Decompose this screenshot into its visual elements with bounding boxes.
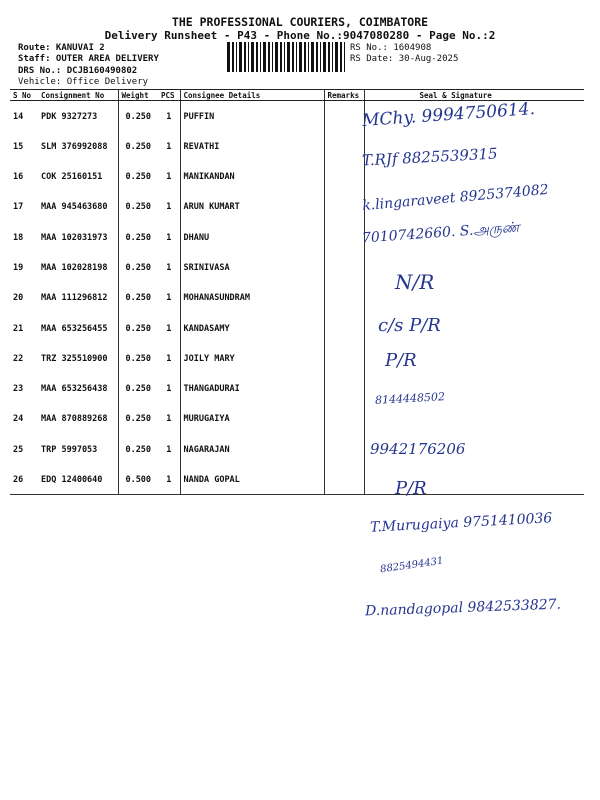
barcode-bar xyxy=(311,42,314,72)
consignment-cell: MAA 870889268 xyxy=(38,403,118,433)
remarks-cell xyxy=(324,222,364,252)
pcs-cell: 1 xyxy=(158,403,180,433)
weight-cell: 0.250 xyxy=(125,414,152,425)
table-row xyxy=(10,434,584,464)
handwritten-signature: P/R xyxy=(385,350,417,371)
table-header-row xyxy=(10,90,584,101)
consignee-cell: ARUN KUMART xyxy=(180,191,324,221)
sno-cell: 19 xyxy=(13,262,24,273)
col-sno: S No xyxy=(10,90,38,101)
handwritten-signature: k.lingaraveet 8925374082 xyxy=(361,181,550,215)
barcode-bar xyxy=(263,42,266,72)
weight-cell: 0.250 xyxy=(125,232,152,243)
weight-cell: 0.250 xyxy=(125,353,152,364)
consignment-cell: MAA 945463680 xyxy=(38,191,118,221)
barcode-bar xyxy=(236,42,237,72)
sno-cell: 23 xyxy=(13,384,24,395)
barcode-bar xyxy=(251,42,254,72)
handwritten-signature: P/R xyxy=(395,478,427,499)
pcs-cell: 1 xyxy=(158,434,180,464)
pcs-cell: 1 xyxy=(158,343,180,373)
consignment-cell: EDQ 12400640 xyxy=(38,464,118,494)
consignment-cell: MAA 653256438 xyxy=(38,373,118,403)
table-row xyxy=(10,282,584,312)
pcs-cell: 1 xyxy=(158,464,180,494)
consignee-cell: JOILY MARY xyxy=(180,343,324,373)
barcode-bar xyxy=(344,42,345,72)
pcs-cell: 1 xyxy=(158,191,180,221)
barcode-bar xyxy=(316,42,318,72)
barcode-bar xyxy=(268,42,270,72)
sno-cell: 24 xyxy=(13,414,24,425)
weight-cell: 0.250 xyxy=(125,384,152,395)
remarks-cell xyxy=(324,191,364,221)
weight-cell: 0.250 xyxy=(125,293,152,304)
runsheet-table xyxy=(10,89,584,495)
weight-cell: 0.250 xyxy=(125,141,152,152)
table-row xyxy=(10,403,584,433)
table-row xyxy=(10,252,584,282)
col-consignee: Consignee Details xyxy=(180,90,324,101)
route-label: Route: KANUVAI 2 xyxy=(18,43,105,53)
handwritten-signature: 7010742660. S.அருண் xyxy=(361,219,521,247)
barcode-bar xyxy=(275,42,278,72)
barcode-bar xyxy=(323,42,326,72)
sno-cell: 16 xyxy=(13,172,24,183)
weight-cell: 0.250 xyxy=(125,172,152,183)
weight-cell: 0.250 xyxy=(125,112,152,122)
sno-cell: 26 xyxy=(10,464,38,494)
consignee-cell: MANIKANDAN xyxy=(180,161,324,191)
consignee-cell: MURUGAIYA xyxy=(180,403,324,433)
consignee-cell: SRINIVASA xyxy=(180,252,324,282)
barcode-bar xyxy=(340,42,342,72)
barcode-bar xyxy=(304,42,306,72)
rs-date: RS Date: 30-Aug-2025 xyxy=(350,54,459,64)
pcs-cell: 1 xyxy=(158,373,180,403)
barcode-bar xyxy=(272,42,273,72)
weight-cell: 0.500 xyxy=(118,464,158,494)
sno-cell: 25 xyxy=(13,444,24,455)
remarks-cell xyxy=(324,373,364,403)
remarks-cell xyxy=(324,464,364,494)
barcode-bar xyxy=(244,42,246,72)
handwritten-signature: T.Murugaiya 9751410036 xyxy=(369,510,553,536)
consignment-cell: MAA 111296812 xyxy=(38,282,118,312)
weight-cell: 0.250 xyxy=(125,262,152,273)
handwritten-signature: N/R xyxy=(395,270,435,294)
table-row xyxy=(10,343,584,373)
sno-cell: 21 xyxy=(13,323,24,334)
consignee-cell: PUFFIN xyxy=(180,101,324,131)
consignment-cell: COK 25160151 xyxy=(38,161,118,191)
document-title: THE PROFESSIONAL COURIERS, COIMBATORE xyxy=(171,15,429,29)
pcs-cell: 1 xyxy=(158,131,180,161)
barcode-bar xyxy=(332,42,333,72)
consignment-cell: TRP 5997053 xyxy=(38,434,118,464)
pcs-cell: 1 xyxy=(158,252,180,282)
weight-cell: 0.250 xyxy=(125,202,152,213)
table-row xyxy=(10,464,584,494)
consignee-cell: THANGADURAI xyxy=(180,373,324,403)
barcode-bar xyxy=(299,42,302,72)
sno-cell: 14 xyxy=(13,112,24,122)
handwritten-signature: MChy. 9994750614. xyxy=(361,98,536,132)
remarks-cell xyxy=(324,434,364,464)
remarks-cell xyxy=(324,131,364,161)
remarks-cell xyxy=(324,101,364,131)
pcs-cell: 1 xyxy=(158,161,180,191)
consignment-cell: MAA 102031973 xyxy=(38,222,118,252)
handwritten-signature: T.RJf 8825539315 xyxy=(361,144,499,170)
consignee-cell: KANDASAMY xyxy=(180,313,324,343)
handwritten-signature: 8144448502 xyxy=(374,390,446,407)
weight-cell: 0.250 xyxy=(125,323,152,334)
col-pcs: PCS xyxy=(158,90,180,101)
barcode-bar xyxy=(256,42,258,72)
consignment-cell: PDK 9327273 xyxy=(38,101,118,131)
remarks-cell xyxy=(324,252,364,282)
barcode-bar xyxy=(328,42,330,72)
remarks-cell xyxy=(324,161,364,191)
barcode-bar xyxy=(308,42,309,72)
remarks-cell xyxy=(324,313,364,343)
consignee-cell: MOHANASUNDRAM xyxy=(180,282,324,312)
barcode-bar xyxy=(280,42,282,72)
consignment-cell: MAA 102028198 xyxy=(38,252,118,282)
barcode-bar xyxy=(239,42,242,72)
barcode-bar xyxy=(232,42,234,72)
barcode-image xyxy=(227,42,345,72)
handwritten-signature: D.nandagopal 9842533827. xyxy=(364,596,562,620)
handwritten-signature: c/s P/R xyxy=(378,315,441,336)
table-row xyxy=(10,373,584,403)
sno-cell: 20 xyxy=(13,293,24,304)
barcode-bar xyxy=(227,42,230,72)
sno-cell: 15 xyxy=(13,141,24,152)
consignee-cell: DHANU xyxy=(180,222,324,252)
consignment-cell: MAA 653256455 xyxy=(38,313,118,343)
barcode-bar xyxy=(292,42,294,72)
barcode-bar xyxy=(284,42,285,72)
barcode-bar xyxy=(287,42,290,72)
table-row xyxy=(10,131,584,161)
sno-cell: 17 xyxy=(13,202,24,213)
sno-cell: 18 xyxy=(13,232,24,243)
drs-label: DRS No.: DCJB160490802 xyxy=(18,66,138,76)
staff-label: Staff: OUTER AREA DELIVERY xyxy=(18,54,159,64)
table-row xyxy=(10,313,584,343)
barcode-bar xyxy=(335,42,338,72)
sno-cell: 22 xyxy=(13,353,24,364)
consignment-cell: SLM 376992088 xyxy=(38,131,118,161)
pcs-cell: 1 xyxy=(158,313,180,343)
col-weight: Weight xyxy=(118,90,158,101)
barcode-bar xyxy=(296,42,297,72)
remarks-cell xyxy=(324,403,364,433)
consignee-cell: REVATHI xyxy=(180,131,324,161)
pcs-cell: 1 xyxy=(158,282,180,312)
barcode-bar xyxy=(248,42,249,72)
runsheet-subtitle: Delivery Runsheet - P43 - Phone No.:9047080280 - Page No.:2 xyxy=(104,29,496,42)
remarks-cell xyxy=(324,282,364,312)
pcs-cell: 1 xyxy=(158,101,180,131)
seal-signature-cell xyxy=(364,403,584,433)
pcs-cell: 1 xyxy=(158,222,180,252)
consignee-cell: NAGARAJAN xyxy=(180,434,324,464)
barcode-bar xyxy=(320,42,321,72)
consignment-cell: TRZ 325510900 xyxy=(38,343,118,373)
rs-number: RS No.: 1604908 xyxy=(350,43,432,53)
col-seal-signature: Seal & Signature xyxy=(364,90,584,101)
vehicle-label: Vehicle: Office Delivery xyxy=(18,77,149,87)
col-consignment: Consignment No xyxy=(38,90,118,101)
remarks-cell xyxy=(324,343,364,373)
handwritten-signature: 9942176206 xyxy=(370,440,466,458)
handwritten-signature: 8825494431 xyxy=(379,555,445,576)
barcode-bar xyxy=(260,42,261,72)
weight-cell: 0.250 xyxy=(125,444,152,455)
col-remarks: Remarks xyxy=(324,90,364,101)
consignee-cell: NANDA GOPAL xyxy=(180,464,324,494)
